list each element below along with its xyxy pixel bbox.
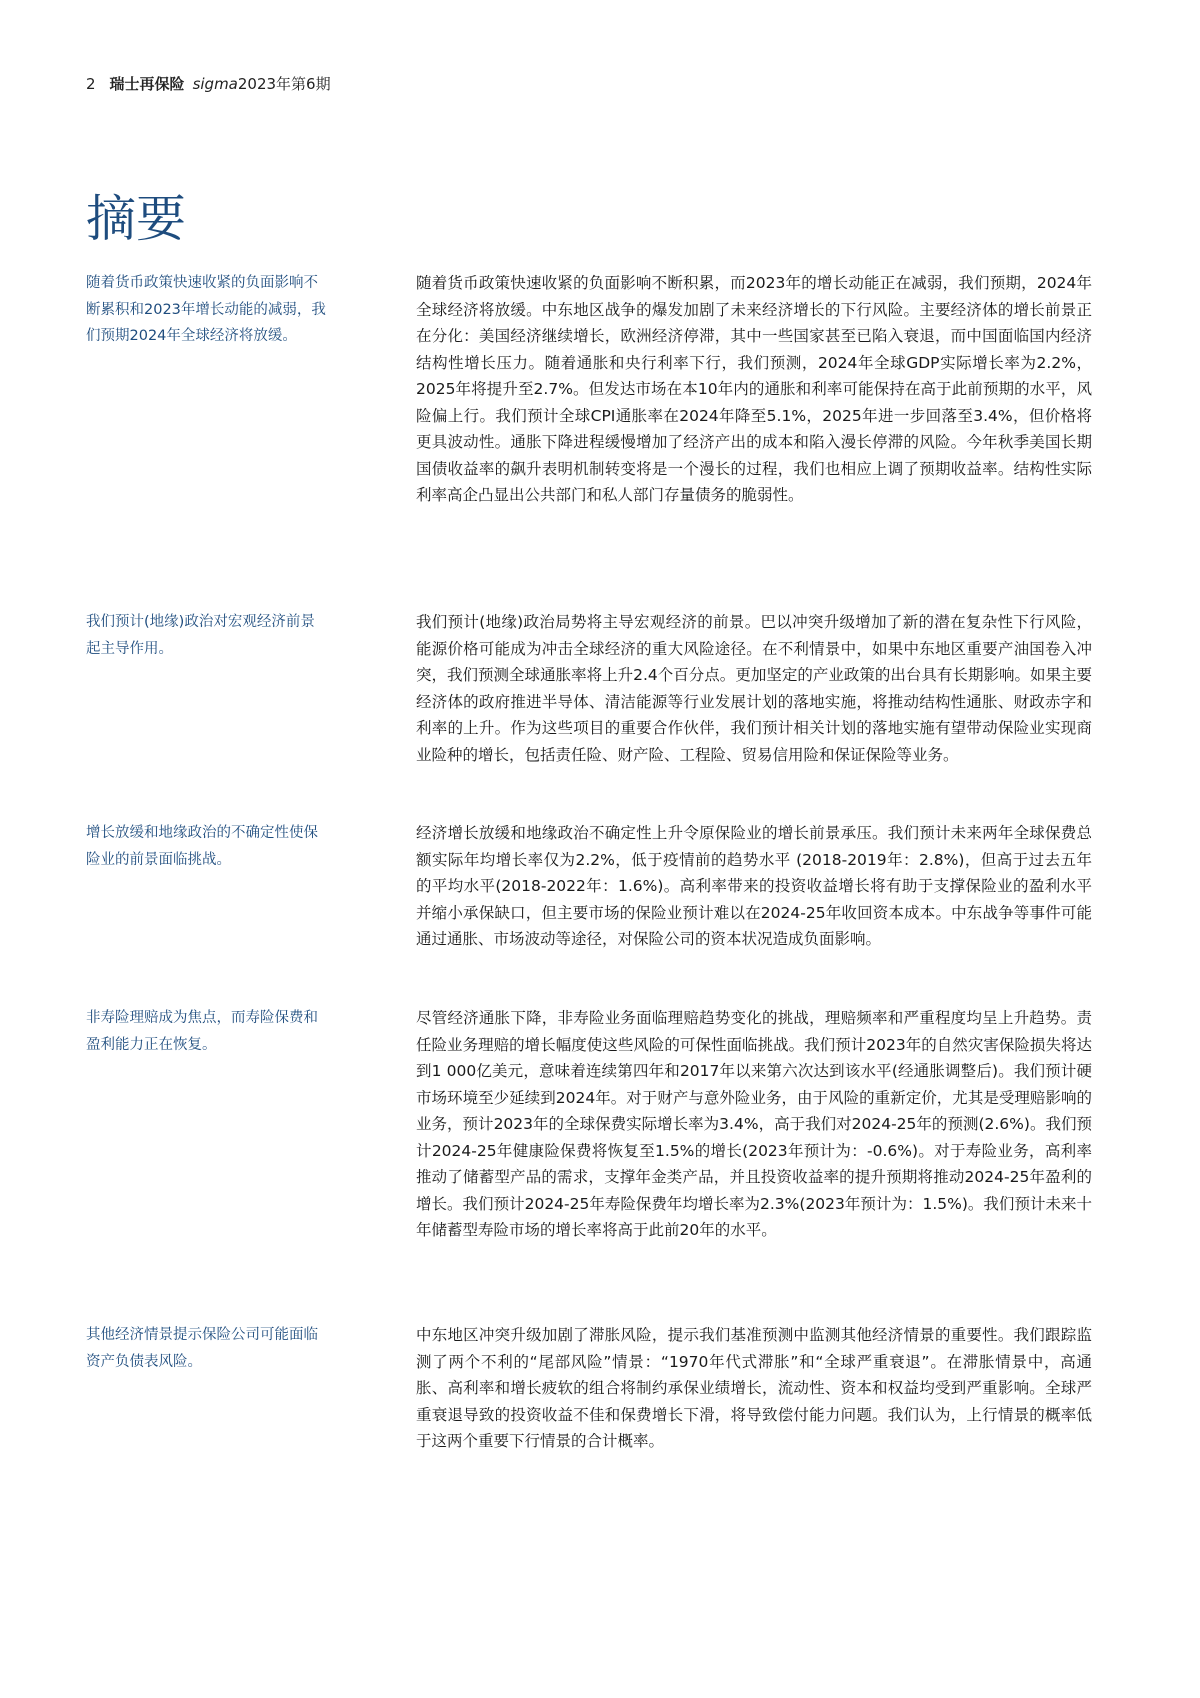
sidebar-summary: 随着货币政策快速收紧的负面影响不断累积和2023年增长动能的减弱，我们预期2024年全球经济将放缓。 bbox=[86, 275, 326, 344]
issue-label: 2023年第6期 bbox=[237, 75, 331, 93]
sidebar-summary: 非寿险理赔成为焦点，而寿险保费和盈利能力正在恢复。 bbox=[86, 1010, 318, 1053]
publication-name: sigma bbox=[192, 75, 238, 93]
body-paragraph: 我们预计(地缘)政治局势将主导宏观经济的前景。巴以冲突升级增加了新的潜在复杂性下行风险，能源价格可能成为冲击全球经济的重大风险途径。在不利情景中，如果中东地区重要产油国卷入冲突，我们预测全球通胀率将上升2.4个百分点。更加坚定的产业政策的出台具有长期影响。如果主要经济体的政府推进半导体、清洁能源等行业发展计划的落地实施，将推动结构性通胀、财政赤字和利率的上升。作为这些项目的重要合作伙伴，我们预计相关计划的落地实施有望带动保险业实现商业险种的增长，包括责任险、财产险、工程险、贸易信用险和保证保险等业务。 bbox=[416, 613, 1092, 764]
running-header bbox=[86, 73, 331, 94]
page-title: 摘要 bbox=[86, 190, 186, 248]
publisher-name: 瑞士再保险 bbox=[109, 75, 185, 93]
body-paragraph: 中东地区冲突升级加剧了滞胀风险，提示我们基准预测中监测其他经济情景的重要性。我们跟踪监测了两个不利的“尾部风险”情景：“1970年代式滞胀”和“全球严重衰退”。在滞胀情景中，高通胀、高利率和增长疲软的组合将制约承保业绩增长，流动性、资本和权益均受到严重影响。全球严重衰退导致的投资收益不佳和保费增长下滑，将导致偿付能力问题。我们认为，上行情景的概率低于这两个重要下行情景的合计概率。 bbox=[416, 1326, 1092, 1450]
page-number: 2 bbox=[86, 75, 96, 93]
body-paragraph: 经济增长放缓和地缘政治不确定性上升令原保险业的增长前景承压。我们预计未来两年全球保费总额实际年均增长率仅为2.2%，低于疫情前的趋势水平 (2018-2019年：2.8%)，但高于过去五年的平均水平(2018-2022年：1.6%)。高利率带来的投资收益增长将有助于支撑保险业的盈利水平并缩小承保缺口，但主要市场的保险业预计难以在2024-25年收回资本成本。中东战争等事件可能通过通胀、市场波动等途径，对保险公司的资本状况造成负面影响。 bbox=[416, 824, 1092, 948]
sidebar-summary: 其他经济情景提示保险公司可能面临资产负债表风险。 bbox=[86, 1327, 318, 1370]
body-paragraph: 随着货币政策快速收紧的负面影响不断积累，而2023年的增长动能正在减弱，我们预期，2024年全球经济将放缓。中东地区战争的爆发加剧了未来经济增长的下行风险。主要经济体的增长前景正在分化：美国经济继续增长，欧洲经济停滞，其中一些国家甚至已陷入衰退，而中国面临国内经济结构性增长压力。随着通胀和央行利率下行，我们预测，2024年全球GDP实际增长率为2.2%，2025年将提升至2.7%。但发达市场在本10年内的通胀和利率可能保持在高于此前预期的水平，风险偏上行。我们预计全球CPI通胀率在2024年降至5.1%，2025年进一步回落至3.4%，但价格将更具波动性。通胀下降进程缓慢增加了经济产出的成本和陷入漫长停滞的风险。今年秋季美国长期国债收益率的飙升表明机制转变将是一个漫长的过程，我们也相应上调了预期收益率。结构性实际利率高企凸显出公共部门和私人部门存量债务的脆弱性。 bbox=[416, 274, 1092, 504]
sidebar-summary: 我们预计(地缘)政治对宏观经济前景起主导作用。 bbox=[86, 614, 315, 657]
sidebar-summary: 增长放缓和地缘政治的不确定性使保险业的前景面临挑战。 bbox=[86, 825, 318, 868]
body-paragraph: 尽管经济通胀下降，非寿险业务面临理赔趋势变化的挑战，理赔频率和严重程度均呈上升趋势。责任险业务理赔的增长幅度使这些风险的可保性面临挑战。我们预计2023年的自然灾害保险损失将达到1 000亿美元，意味着连续第四年和2017年以来第六次达到该水平(经通胀调整后)。我们预计硬市场环境至少延续到2024年。对于财产与意外险业务，由于风险的重新定价，尤其是受理赔影响的业务，预计2023年的全球保费实际增长率为3.4%，高于我们对2024-25年的预测(2.6%)。我们预计2024-25年健康险保费将恢复至1.5%的增长(2023年预计为：-0.6%)。对于寿险业务，高利率推动了储蓄型产品的需求，支撑年金类产品，并且投资收益率的提升预期将推动2024-25年盈利的增长。我们预计2024-25年寿险保费年均增长率为2.3%(2023年预计为：1.5%)。我们预计未来十年储蓄型寿险市场的增长率将高于此前20年的水平。 bbox=[416, 1009, 1092, 1239]
